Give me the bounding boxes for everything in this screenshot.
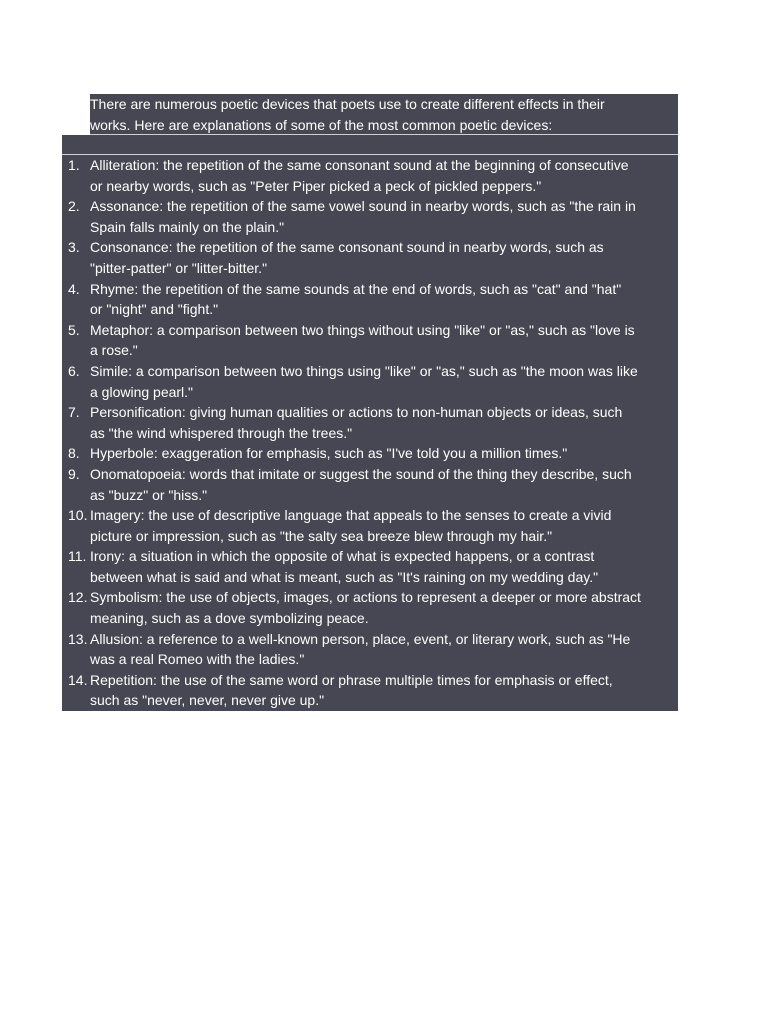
list-item-number: 14. bbox=[68, 671, 88, 688]
list-item-text-line: meaning, such as a dove symbolizing peace. bbox=[90, 610, 369, 627]
list-item-text-line: a glowing pearl." bbox=[90, 383, 194, 400]
list-item-text-line: Simile: a comparison between two things using "like" or "as," such as "the moon was like bbox=[90, 362, 638, 379]
list-item bbox=[62, 279, 678, 320]
list-item-text-line: Assonance: the repetition of the same vowel sound in nearby words, such as "the rain in bbox=[90, 198, 636, 215]
list-item-number: 2. bbox=[68, 198, 80, 215]
list-item bbox=[62, 237, 678, 278]
list-item-text-line: Onomatopoeia: words that imitate or suggest the sound of the thing they describe, such bbox=[90, 465, 632, 482]
list-item-text-line: as "the wind whispered through the trees." bbox=[90, 424, 353, 441]
list-item-text-line: Spain falls mainly on the plain." bbox=[90, 218, 285, 235]
list-item bbox=[62, 320, 678, 361]
list-item bbox=[62, 670, 678, 711]
list-item-text-line: Imagery: the use of descriptive language that appeals to the senses to create a vivid bbox=[90, 507, 612, 524]
list-item bbox=[62, 361, 678, 402]
list-item-text-line: Irony: a situation in which the opposite of what is expected happens, or a contrast bbox=[90, 548, 595, 565]
intro-block bbox=[90, 94, 678, 135]
list-item bbox=[62, 155, 678, 196]
list-item-number: 3. bbox=[68, 239, 80, 256]
list-item-number: 12. bbox=[68, 589, 88, 606]
list-item-text-line: Hyperbole: exaggeration for emphasis, such as "I've told you a million times." bbox=[90, 445, 568, 462]
list-item-number: 7. bbox=[68, 404, 80, 421]
list-item-text-line: Repetition: the use of the same word or phrase multiple times for emphasis or effect, bbox=[90, 671, 613, 688]
list-item-number: 11. bbox=[68, 548, 87, 565]
list-item-text-line: or nearby words, such as "Peter Piper picked a peck of pickled peppers." bbox=[90, 177, 542, 194]
list-item-number: 4. bbox=[68, 280, 80, 297]
devices-block bbox=[62, 135, 678, 711]
list-item-text-line: as "buzz" or "hiss." bbox=[90, 486, 208, 503]
list-item bbox=[62, 505, 678, 546]
list-item-number: 5. bbox=[68, 321, 80, 338]
list-item bbox=[62, 629, 678, 670]
intro-line-2: works. Here are explanations of some of the most common poetic devices: bbox=[90, 116, 553, 133]
list-item-text-line: Allusion: a reference to a well-known person, place, event, or literary work, such as "He bbox=[90, 630, 631, 647]
intro-line-1: There are numerous poetic devices that poets use to create different effects in their bbox=[90, 96, 605, 112]
list-item-text-line: such as "never, never, never give up." bbox=[90, 692, 325, 709]
list-item-text-line: between what is said and what is meant, such as "It's raining on my wedding day." bbox=[90, 568, 599, 585]
list-item-number: 9. bbox=[68, 465, 80, 482]
list-item bbox=[62, 402, 678, 443]
list-item bbox=[62, 196, 678, 237]
list-item-number: 6. bbox=[68, 362, 80, 379]
list-item-text-line: "pitter-patter" or "litter-bitter." bbox=[90, 259, 268, 276]
list-item bbox=[62, 587, 678, 628]
list-item-text-line: Rhyme: the repetition of the same sounds at the end of words, such as "cat" and "hat" bbox=[90, 280, 622, 297]
list-item bbox=[62, 443, 678, 464]
devices-list bbox=[62, 155, 678, 711]
list-item-text-line: a rose." bbox=[90, 342, 138, 359]
list-item-text-line: picture or impression, such as "the salty sea breeze blew through my hair." bbox=[90, 527, 553, 544]
list-item-text-line: or "night" and "fight." bbox=[90, 301, 219, 318]
list-item-text-line: Alliteration: the repetition of the same consonant sound at the beginning of consecutive bbox=[90, 157, 629, 173]
list-item-text-line: Symbolism: the use of objects, images, or actions to represent a deeper or more abstract bbox=[90, 589, 641, 606]
list-item bbox=[62, 546, 678, 587]
empty-row bbox=[62, 135, 678, 155]
list-item-text-line: Consonance: the repetition of the same consonant sound in nearby words, such as bbox=[90, 239, 604, 256]
list-item-number: 1. bbox=[68, 157, 80, 173]
list-item bbox=[62, 464, 678, 505]
list-item-number: 8. bbox=[68, 445, 80, 462]
list-item-text-line: Metaphor: a comparison between two things without using "like" or "as," such as "love is bbox=[90, 321, 635, 338]
list-item-number: 10. bbox=[68, 507, 88, 524]
list-item-text-line: was a real Romeo with the ladies." bbox=[90, 651, 305, 668]
list-item-number: 13. bbox=[68, 630, 88, 647]
list-item-text-line: Personification: giving human qualities or actions to non-human objects or ideas, such bbox=[90, 404, 623, 421]
